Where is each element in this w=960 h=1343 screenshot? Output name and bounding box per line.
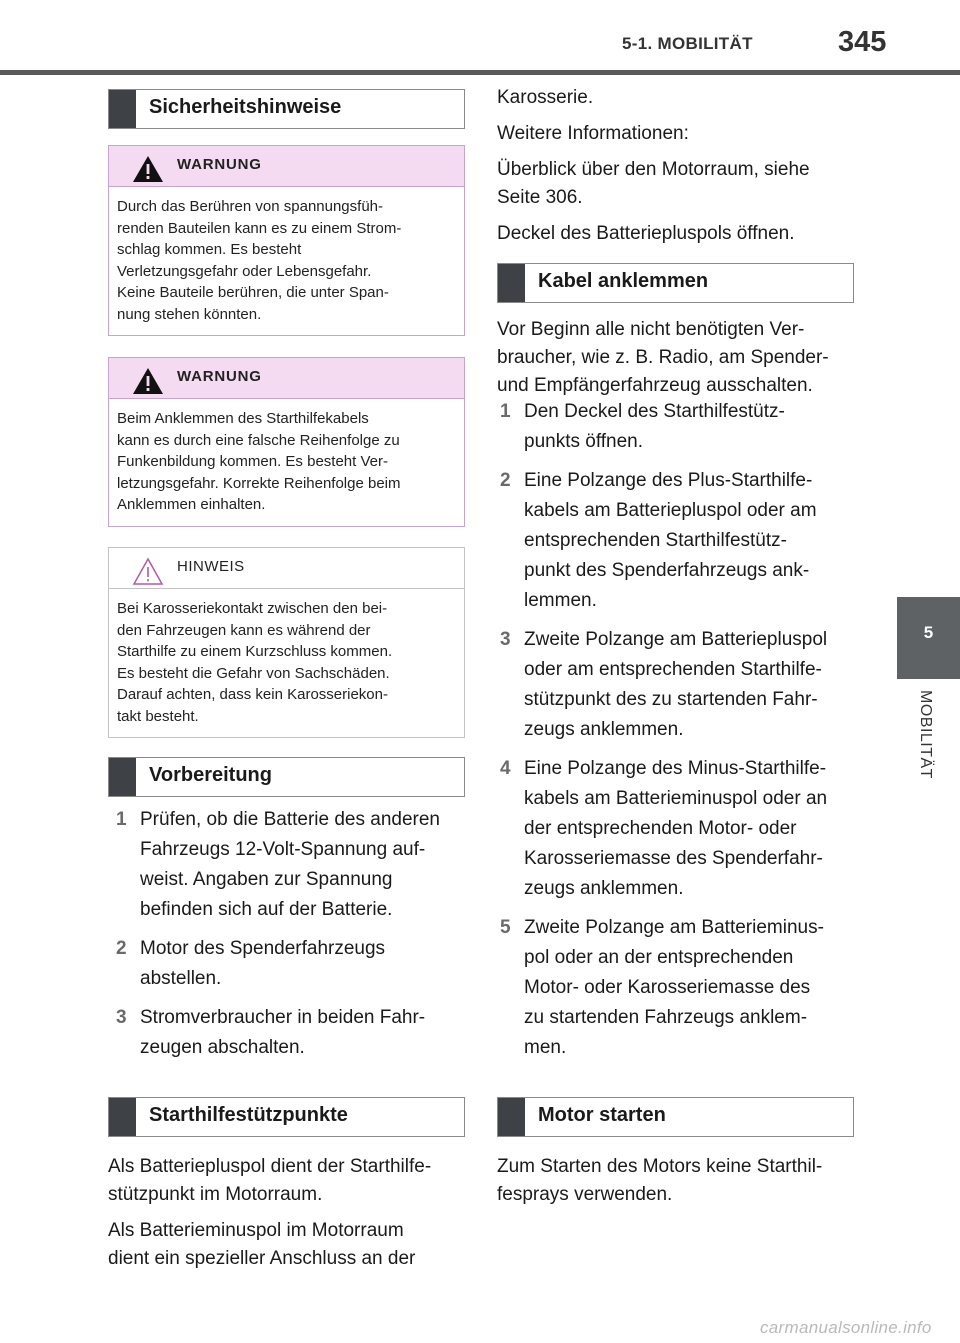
chapter-side-label: MOBILITÄT <box>917 690 934 779</box>
notice-box <box>108 547 465 738</box>
step-text: Zweite Polzange am Batteriepluspol oder am entsprechenden Starthilfe- stützpunkt des zu startenden Fahr- zeugs anklemmen. <box>524 629 828 740</box>
step-number: 3 <box>500 629 511 650</box>
warning-text: Durch das Berühren von spannungsfüh- renden Bauteilen kann es zu einem Strom- schlag kommen. Es besteht Verletzungsgefahr oder Lebensgefahr. Keine Bauteile berühren, die unter Span- nung stehen könnten. <box>117 198 402 323</box>
notice-title: HINWEIS <box>177 558 245 575</box>
watermark: carmanualsonline.info <box>760 1318 932 1337</box>
points-heading-label: Starthilfestützpunkte <box>149 1104 348 1126</box>
heading-bar <box>109 1098 136 1136</box>
cable-heading-label: Kabel anklemmen <box>538 270 709 292</box>
cable-steps <box>492 397 857 1072</box>
paragraph: Als Batteriepluspol dient der Starthilfe- stützpunkt im Motorraum. <box>108 1156 432 1205</box>
step-number: 4 <box>500 758 511 779</box>
header-rule <box>0 70 960 75</box>
step-number: 2 <box>500 470 511 491</box>
warning-box-1 <box>108 145 465 336</box>
start-text <box>497 1153 857 1217</box>
page-number: 345 <box>838 26 887 58</box>
warning-triangle-icon <box>131 366 165 396</box>
paragraph: Überblick über den Motorraum, siehe Seite 306. <box>497 159 810 208</box>
notice-text: Bei Karosseriekontakt zwischen den bei- den Fahrzeugen kann es während der Starthilfe zu einem Kurzschluss kommen. Es besteht die Gefahr von Sachschäden. Darauf achten, dass kein Karosseriekon- takt besteht. <box>117 600 393 725</box>
warning-text: Beim Anklemmen des Starthilfekabels kann es durch eine falsche Reihenfolge zu Funkenbildung kommen. Es besteht Ver- letzungsgefahr. Korrekte Reihenfolge beim Anklemmen einhalten. <box>117 410 401 513</box>
notice-header <box>109 548 464 589</box>
paragraph: Deckel des Batteriepluspols öffnen. <box>497 223 795 244</box>
notice-triangle-icon <box>131 556 165 586</box>
step-number: 1 <box>116 809 127 830</box>
safety-heading-label: Sicherheitshinweise <box>149 96 342 118</box>
step-text: Motor des Spenderfahrzeugs abstellen. <box>140 938 386 989</box>
prep-heading <box>108 757 465 797</box>
step-number: 5 <box>500 917 511 938</box>
prep-steps <box>108 805 468 1072</box>
step-number: 2 <box>116 938 127 959</box>
warning-header <box>109 146 464 187</box>
step-text: Eine Polzange des Plus-Starthilfe- kabels am Batteriepluspol oder am entsprechenden Starthilfestütz- punkt des Spenderfahrzeugs ank- lemmen. <box>524 470 817 611</box>
paragraph: Vor Beginn alle nicht benötigten Ver- braucher, wie z. B. Radio, am Spender- und Empfängerfahrzeug ausschalten. <box>497 319 829 396</box>
list-item <box>492 754 857 904</box>
list-item <box>492 913 857 1063</box>
prep-heading-label: Vorbereitung <box>149 764 272 786</box>
heading-bar <box>498 1098 525 1136</box>
paragraph: Karosserie. <box>497 87 594 108</box>
cable-heading <box>497 263 854 303</box>
step-text: Eine Polzange des Minus-Starthilfe- kabels am Batterieminuspol oder an der entsprechenden Motor- oder Karosseriemasse des Spenderfahr- zeugs anklemmen. <box>524 758 828 899</box>
step-number: 1 <box>500 401 511 422</box>
heading-bar <box>109 758 136 796</box>
step-text: Zweite Polzange am Batterieminus- pol oder an der entsprechenden Motor- oder Karosseriemasse des zu startenden Fahrzeugs anklem- men. <box>524 917 824 1058</box>
paragraph: Als Batterieminuspol im Motorraum dient ein spezieller Anschluss an der <box>108 1220 416 1269</box>
warning-box-2 <box>108 357 465 527</box>
paragraph: Weitere Informationen: <box>497 123 689 144</box>
cable-intro <box>497 316 857 408</box>
chapter-tab <box>897 597 960 679</box>
step-text: Den Deckel des Starthilfestütz- punkts öffnen. <box>524 401 785 452</box>
list-item <box>108 805 468 925</box>
warning-title: WARNUNG <box>177 156 262 173</box>
list-item <box>108 934 468 994</box>
heading-bar <box>109 90 136 128</box>
list-item <box>108 1003 468 1063</box>
list-item <box>492 397 857 457</box>
points-text <box>108 1153 468 1281</box>
warning-title: WARNUNG <box>177 368 262 385</box>
safety-heading <box>108 89 465 129</box>
points-heading <box>108 1097 465 1137</box>
warning-triangle-icon <box>131 154 165 184</box>
list-item <box>492 466 857 616</box>
paragraph: Zum Starten des Motors keine Starthil- fesprays verwenden. <box>497 1156 823 1205</box>
step-text: Prüfen, ob die Batterie des anderen Fahrzeugs 12-Volt-Spannung auf- weist. Angaben zur Spannung befinden sich auf der Batterie. <box>140 809 440 920</box>
start-heading-label: Motor starten <box>538 1104 666 1126</box>
continuation-text <box>497 84 857 256</box>
heading-bar <box>498 264 525 302</box>
warning-header <box>109 358 464 399</box>
list-item <box>492 625 857 745</box>
chapter-title: 5-1. MOBILITÄT <box>622 34 753 53</box>
chapter-tab-number: 5 <box>923 623 934 642</box>
start-heading <box>497 1097 854 1137</box>
step-number: 3 <box>116 1007 127 1028</box>
step-text: Stromverbraucher in beiden Fahr- zeugen abschalten. <box>140 1007 426 1058</box>
